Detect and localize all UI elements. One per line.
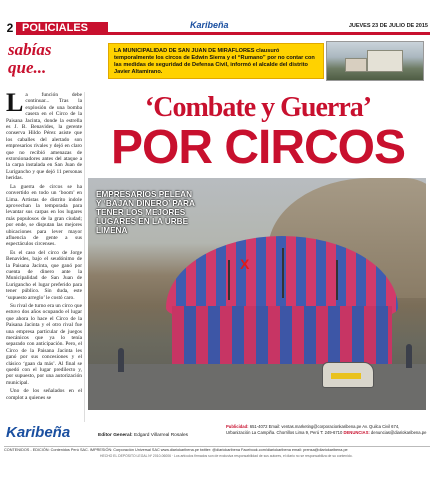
- photo-caption: EMPRESARIOS PELEAN Y ‘BAJAN DINERO’ PARA TENER LOS MEJORES LUGARES EN LA URBE LIMEÑA: [96, 190, 195, 235]
- issue-date: JUEVES 23 DE JULIO DE 2015: [348, 23, 428, 29]
- page-header: [4, 22, 430, 35]
- circus-tent-photo: [88, 178, 426, 410]
- sabias-body: clausuró temporalmente los circos de Edwin Sierra y el “Rumano” por no contar con las medidas de seguridad de Defensa Civil, informó el alcalde del distrito Javier Altamirano.: [114, 48, 315, 75]
- denuncias-label: DENUNCIAS:: [342, 430, 370, 435]
- column-divider: [84, 92, 85, 422]
- tent-pole: [228, 260, 230, 300]
- article-paragraph: Es el caso del circo de Jorge Benavides, bajo el seudónimo de la Paisana Jacinta, que ganó por cuenta de dinero ante la Municipalidad de San Juan de Lurigancho el lugar preferido para tener público. Sin duda, este ‘supuesto arreglo’ le costó caro.: [6, 249, 82, 301]
- article-paragraph: Uno de los señalados en el complot a quienes se: [6, 388, 82, 401]
- article-paragraph: La guerra de circos se ha convertido en todo un ‘boom’ en Lima. Artistas de distrito indole aprovechan la temporada para levantar sus carpas en los lugares más populosos de la gran ciudad; por ende, se disputan las mejores ubicaciones para lever mayor afluencia de gente a sus espectáculos circenses.: [6, 183, 82, 248]
- article-column: [6, 92, 82, 438]
- pedestrian: [406, 344, 412, 368]
- credits-line: CONTENIDOS - EDICIÓN: Contenidos Perú SAC. IMPRESIÓN: Corporación Universal SAC www.diariokaribena.pe twitter: @diariokaribena Facebook.com/diariokaribena email: prensa@diariokaribena.pe: [4, 446, 430, 452]
- headline: [88, 92, 428, 172]
- municipality-photo: [326, 41, 424, 81]
- sabias-title-line1: sabías: [8, 40, 52, 59]
- explosion-marker: X: [240, 256, 250, 272]
- photo-road: [88, 364, 426, 410]
- tent-wall: [172, 306, 392, 366]
- denuncias-email: denuncias@diariokaribena.pe: [369, 430, 427, 435]
- sabias-que-text: [108, 43, 324, 79]
- editor-name: Edgard Villarreal Rosales: [134, 433, 189, 438]
- publicity-label: Publicidad:: [226, 424, 249, 429]
- headline-line1: ‘Combate y Guerra’: [144, 92, 372, 123]
- footer-brand-logo: Karibeña: [6, 424, 71, 441]
- tent-pole: [282, 248, 284, 298]
- editor-credit: [98, 433, 188, 438]
- header-brand-logo: Karibeña: [190, 20, 229, 30]
- sabias-que-box: [4, 41, 424, 81]
- police-car: [322, 362, 374, 388]
- article-paragraph: Su rival de turno era un circo que estuvo dos años ocupando el lugar que ahora lo hace el Circo de la Paisana Jacinta y el otro rival fue una empresa particular de juegos mecánicos que ya lo tenía separado con anticipación. Pero, el Circo de la Paisana Jacinta les ganó por sus concesiones y el clásico ‘gaan da más’. Al final se quedó con el lugar predilecto y, por supuesto, por una autorización municipal.: [6, 303, 82, 386]
- publicity-line1: 651-4072 Email: ventas.marketing@corporacionkaribena.pe Av. Quilca Civil 674,: [248, 424, 400, 429]
- legal-line: HECHO EL DEPÓSITO LEGAL Nº 2010-06006 · Los artículos firmados son de exclusiva responsabilidad de sus autores, el diario no se responsabiliza de su contenido.: [100, 454, 353, 458]
- pedestrian: [118, 348, 124, 372]
- editor-label: Editor General:: [98, 433, 133, 438]
- sabias-que-title: [4, 41, 108, 81]
- circus-tent: [166, 236, 398, 366]
- article-paragraph: a función debe continuar... Tras la explosión de una bomba casera en el Circo de la Paisana Jacinta, donde la estrella es J. B. Benavides, la gerente conserva Hildo Pérez asiste que los caballes del alertado son empresarios rivales y dejó en claro que no recibió amenazas de extorsionadores antes del ataque a la carpa instalada en San Juan de Lurigancho y que dejó 11 personas heridas.: [6, 92, 82, 182]
- tent-pole: [336, 260, 338, 300]
- publicity-info: [226, 424, 430, 436]
- sabias-title-line2: que...: [8, 58, 47, 77]
- section-rule: [108, 32, 430, 35]
- publicity-line2: Urbanización La Campiña. Chorrillos Lima 9, Perú T: 249-6710: [226, 430, 343, 435]
- headline-line2: POR CIRCOS: [110, 121, 406, 174]
- car-stripe: [331, 373, 361, 379]
- drop-cap: L: [6, 92, 24, 117]
- section-label: POLICIALES: [16, 22, 108, 35]
- photo-building-small: [345, 58, 367, 72]
- page-footer: [4, 418, 430, 460]
- sabias-lead: LA MUNICIPALIDAD DE SAN JUAN DE MIRAFLORES: [114, 48, 255, 54]
- page-number: 2: [4, 22, 16, 35]
- photo-building: [367, 50, 403, 72]
